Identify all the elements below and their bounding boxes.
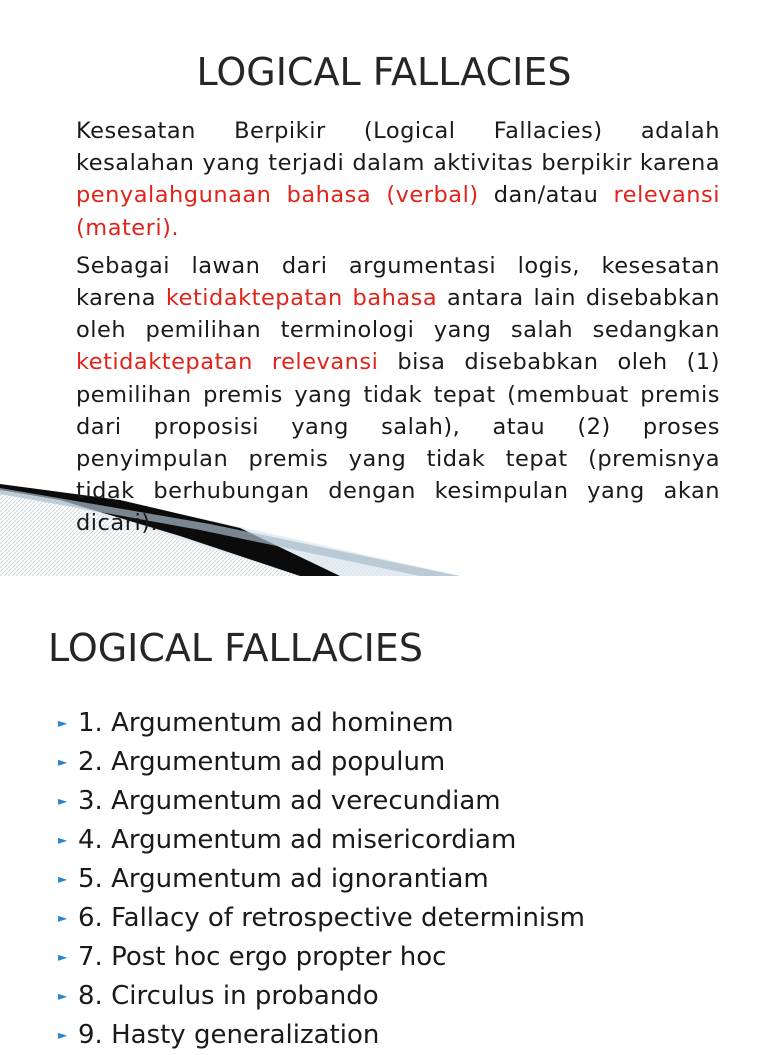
highlight-text: ketidaktepatan bahasa <box>165 285 438 312</box>
triangle-bullet-icon: ► <box>58 950 68 964</box>
list-item <box>56 704 585 743</box>
list-item-label: 3. Argumentum ad verecundiam <box>78 786 501 816</box>
list-item-label: 8. Circulus in probando <box>78 981 379 1011</box>
triangle-bullet-icon: ► <box>58 833 68 847</box>
highlight-text: penyalahgunaan bahasa (verbal) <box>76 182 479 209</box>
triangle-bullet-icon: ► <box>58 872 68 886</box>
list-item <box>56 782 585 821</box>
triangle-bullet-icon: ► <box>58 794 68 808</box>
paragraph-definition <box>76 115 720 244</box>
highlight-text: ketidaktepatan relevansi <box>76 349 379 376</box>
highlight-text: relevansi (materi). <box>76 182 720 241</box>
list-item <box>56 938 585 977</box>
list-item-label: 1. Argumentum ad hominem <box>78 708 454 738</box>
list-item <box>56 899 585 938</box>
triangle-bullet-icon: ► <box>58 716 68 730</box>
triangle-bullet-icon: ► <box>58 1028 68 1042</box>
list-item <box>56 860 585 899</box>
list-item <box>56 743 585 782</box>
list-item <box>56 821 585 860</box>
paragraph-text: bisa disebabkan oleh (1) pemilihan premis yang tidak tepat (membuat premis dari proposisi yang salah), atau (2) proses penyimpulan premis yang tidak tepat (premisnya tidak berhubungan dengan kesimpulan yang akan dicari). <box>76 349 721 537</box>
list-item <box>56 977 585 1016</box>
slide-body <box>76 115 720 546</box>
triangle-bullet-icon: ► <box>58 989 68 1003</box>
paragraph-text: antara lain disebabkan oleh pemilihan terminologi yang salah sedangkan <box>76 285 720 344</box>
slide-2 <box>0 576 768 1050</box>
fallacy-list <box>56 704 585 1055</box>
list-item <box>56 1016 585 1055</box>
list-item-label: 2. Argumentum ad populum <box>78 747 446 777</box>
slide-title: LOGICAL FALLACIES <box>48 626 423 670</box>
triangle-bullet-icon: ► <box>58 755 68 769</box>
paragraph-explanation <box>76 250 720 540</box>
list-item-label: 9. Hasty generalization <box>78 1020 380 1050</box>
list-item-label: 5. Argumentum ad ignorantiam <box>78 864 489 894</box>
slide-title: LOGICAL FALLACIES <box>196 50 572 94</box>
triangle-bullet-icon: ► <box>58 911 68 925</box>
paragraph-text: Sebagai lawan dari argumentasi logis, kesesatan karena <box>76 252 720 312</box>
paragraph-text: Kesesatan Berpikir (Logical Fallacies) adalah kesalahan yang terjadi dalam aktivitas berpikir karena <box>76 118 720 177</box>
paragraph-text: dan/atau <box>478 182 614 209</box>
list-item-label: 4. Argumentum ad misericordiam <box>78 825 517 855</box>
list-item-label: 6. Fallacy of retrospective determinism <box>78 903 586 933</box>
list-item-label: 7. Post hoc ergo propter hoc <box>78 942 447 972</box>
